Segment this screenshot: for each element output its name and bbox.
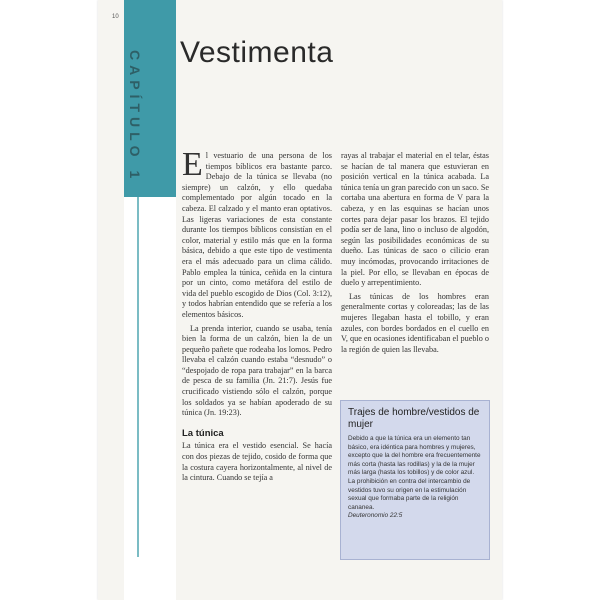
section-heading: La túnica: [182, 427, 224, 439]
text-column-1: [182, 146, 332, 487]
sidebar-reference: Deuteronomio 22:5: [348, 512, 403, 520]
chapter-rule: [137, 197, 139, 557]
page-number: 10: [112, 14, 119, 20]
chapter-label: CAPÍTULO 1: [127, 50, 143, 184]
paragraph: [182, 146, 332, 321]
sidebar-paragraph: La prohibición en contra del intercambio de vestidos tuvo su origen en la estimulación sexual que formaba parte de la religión cananea.: [348, 477, 471, 511]
page-title: Vestimenta: [180, 36, 334, 69]
paragraph: La túnica era el vestido esencial. Se hacía con dos piezas de tejido, cosido de forma que la costura cayera horizontalmente, al nivel de la cintura. Cuando se tejía a: [182, 441, 332, 483]
sidebar-title: Trajes de hombre/vestidos de mujer: [348, 407, 480, 430]
sidebar-paragraph: Debido a que la túnica era un elemento tan básico, era idéntica para hombres y mujeres, excepto que la del hombre era frecuentemente más corta (hasta las rodillas) y la de la mujer más larga (hasta los tobillos) y de color azul.: [348, 435, 481, 477]
paragraph: Las túnicas de los hombres eran generalmente cortas y coloreadas; las de las mujeres llegaban hasta el tobillo, y eran azules, con bordes bordados en el cuello en V, que en ocasiones identificaban el pueblo o la región de quien las llevaba.: [341, 291, 489, 354]
text-column-2: [341, 151, 489, 358]
paragraph: La prenda interior, cuando se usaba, tenía bien la forma de un calzón, bien la de un pequeño pañete que rodeaba los lomos. Pedro llevaba el calzón cuando estaba “desnudo” o “despojado de ropa para trabajar” en la barca de pesca de su familia (Jn. 21:7). Jesús fue crucificado vistiendo sólo el calzón, porque los soldados ya se habían apoderado de su túnica (Jn. 19:23).: [182, 323, 332, 418]
sidebar-body: [341, 433, 489, 523]
paragraph-text: l vestuario de una persona de los tiempos bíblicos era bastante parco. Debajo de la túnica se llevaba (no siempre) un calzón, y ello quedaba complementado por algún tocado en la cabeza. El calzado y el manto eran optativos. Las ligeras variaciones de esta constante durante los tiempos bíblicos consistían en el color, material y estilo más que en la forma básica, debido a que este tipo de vestimenta era el más adecuado para un clima cálido. Pablo emplea la túnica, ceñida en la cintura por un cinto, como metáfora del estilo de vida del pueblo escogido de Dios (Col. 3:12), y todos habrían entendido que se refería a los elementos básicos.: [182, 151, 332, 319]
sidebar-box: [340, 400, 490, 560]
paragraph: rayas al trabajar el material en el telar, éstas se hacían de tal manera que estuvieran en posición vertical en la túnica acabada. La túnica tenía un gran parecido con un saco. Se cortaba una abertura en forma de V para la cabeza, y en las esquinas se hacían unos cortes para dejar pasar los brazos. El tejido podía ser de lana, lino o incluso de algodón, según las posibilidades económicas de su dueño. Las túnicas de saco o cilicio eran muy incómodas, provocando irritaciones de la piel. Por ello, se llevaban en épocas de duelo y arrepentimiento.: [341, 151, 490, 288]
drop-cap: E: [182, 146, 203, 183]
